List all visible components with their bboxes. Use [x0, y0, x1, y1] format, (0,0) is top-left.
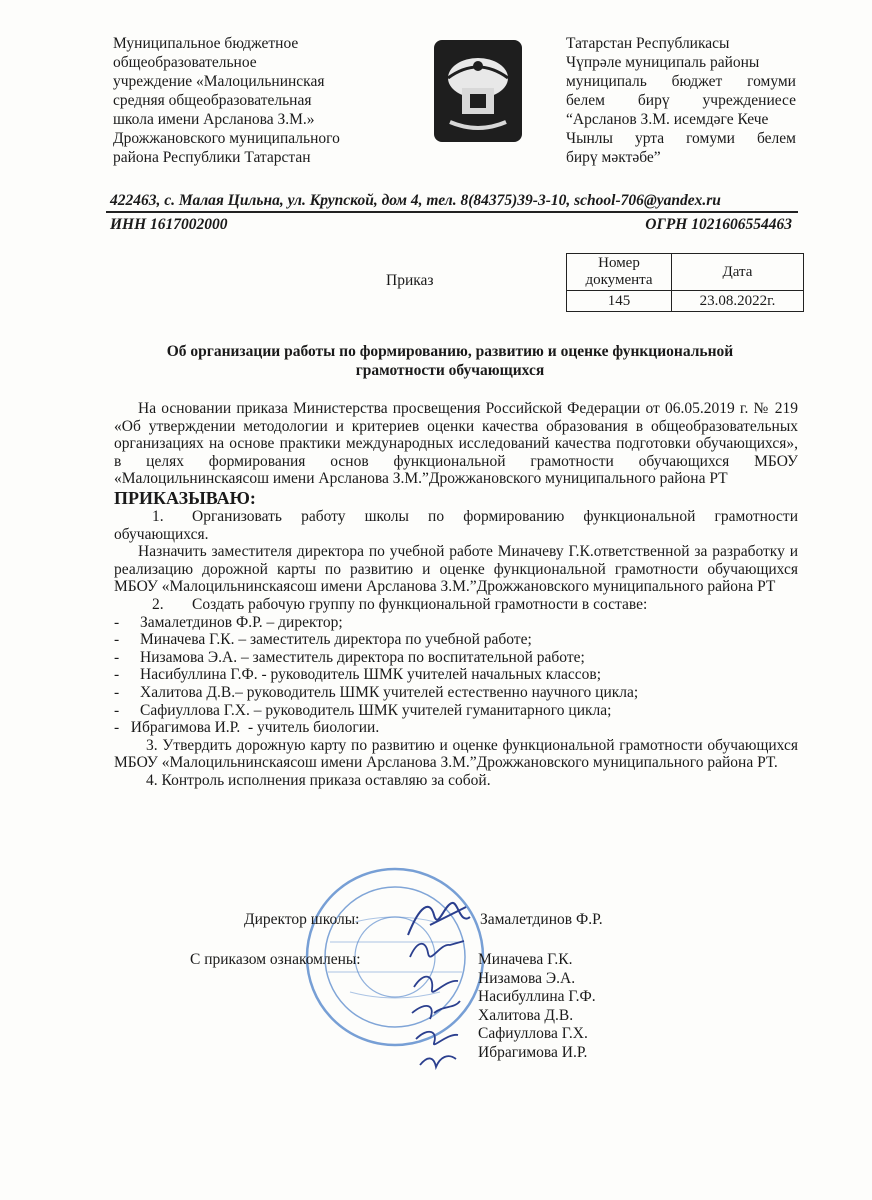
header-right-line: “Арсланов З.М. исемдәге Кече: [566, 111, 769, 128]
list-item: - Ибрагимова И.Р. - учитель биологии.: [114, 719, 380, 737]
handwritten-signatures-icon: [400, 935, 475, 1075]
acquainted-name: Ибрагимова И.Р.: [478, 1043, 588, 1061]
header-right-line: бирү мәктәбе”: [566, 149, 661, 166]
inn-number: ИНН 1617002000: [110, 216, 228, 233]
acquainted-list: [478, 951, 596, 1062]
title-line: Об организации работы по формированию, развитию и оценке функциональной: [166, 343, 734, 360]
order-title: [100, 342, 800, 380]
header-left-line: района Республики Татарстан: [113, 149, 311, 166]
header-right-line: Чынлы урта гомуми белем: [566, 130, 796, 147]
director-name: Замалетдинов Ф.Р.: [480, 911, 603, 928]
header-right-line: белем бирү учреждениесе: [566, 92, 796, 109]
order-item-2: 2. Создать рабочую группу по функциональной грамотности в составе:: [152, 595, 648, 613]
order-item-4: 4. Контроль исполнения приказа оставляю за собой.: [146, 771, 491, 789]
title-line: грамотности обучающихся: [355, 362, 545, 379]
header-cell-number: Номер документа: [567, 254, 672, 291]
order-item-3: 3. Утвердить дорожную карту по развитию и оценке функциональной грамотности обучающихся МБОУ «Малоцильнинскаясош имени Арсланова З.М.”Дрожжановского муниципального района РТ.: [114, 736, 798, 772]
acquainted-name: Насибуллина Г.Ф.: [478, 988, 596, 1005]
acquainted-name: Халитова Д.В.: [478, 1006, 574, 1024]
list-item: - Сафиуллова Г.Х. – руководитель ШМК учителей гуманитарного цикла;: [114, 701, 612, 719]
director-label: Директор школы:: [244, 911, 360, 928]
header-left-line: общеобразовательное: [113, 54, 257, 71]
header-right-line: муниципаль бюджет гомуми: [566, 73, 796, 90]
acquainted-name: Миначева Г.К.: [478, 951, 573, 968]
header-right-line: Татарстан Республикасы: [566, 35, 730, 52]
school-address: 422463, с. Малая Цильна, ул. Крупской, дом 4, тел. 8(84375)39-3-10, school-706@yandex.ru: [110, 192, 721, 209]
header-left-line: учреждение «Малоцильнинская: [113, 73, 325, 90]
header-left-line: школа имени Арсланова З.М.»: [113, 111, 315, 128]
working-group-list: [114, 614, 798, 737]
list-item: - Халитова Д.В.– руководитель ШМК учителей естественно научного цикла;: [114, 683, 639, 701]
order-command: ПРИКАЗЫВАЮ:: [114, 487, 256, 508]
header-right-line: Чүпрәле муниципаль районы: [566, 54, 760, 71]
list-item: - Миначева Г.К. – заместитель директора по учебной работе;: [114, 631, 532, 649]
header-divider: [106, 211, 798, 213]
header-left-line: средняя общеобразовательная: [113, 92, 312, 109]
acquainted-name: Низамова Э.А.: [478, 969, 576, 987]
order-body: [114, 400, 798, 789]
header-cell-date: Дата: [672, 254, 804, 291]
document-date: 23.08.2022г.: [672, 291, 804, 312]
list-item: - Насибуллина Г.Ф. - руководитель ШМК учителей начальных классов;: [114, 666, 602, 684]
document-number: 145: [567, 291, 672, 312]
document-number-table: [566, 253, 804, 312]
document-type: Приказ: [386, 272, 434, 289]
header-left-line: Дрожжановского муниципального: [113, 130, 340, 147]
school-name-tt: [566, 34, 796, 167]
header-left-line: Муниципальное бюджетное: [113, 35, 299, 52]
list-item: - Низамова Э.А. – заместитель директора по воспитательной работе;: [114, 648, 585, 666]
acquainted-label: С приказом ознакомлены:: [190, 951, 361, 968]
appointment-paragraph: Назначить заместителя директора по учебной работе Миначеву Г.К.ответственной за разработку и реализацию дорожной карты по развитию и оценке функциональной грамотности обучающихся МБОУ «Малоцильнинскаясош имени Арсланова З.М.”Дрожжановского муниципального района РТ: [114, 543, 798, 596]
school-name-ru: [113, 34, 383, 167]
order-item-1: 1. Организовать работу школы по формированию функциональной грамотности обучающихся.: [114, 507, 798, 543]
ogrn-number: ОГРН 1021606554463: [645, 216, 792, 233]
acquainted-name: Сафиуллова Г.Х.: [478, 1025, 588, 1042]
preamble-paragraph: На основании приказа Министерства просвещения Российской Федерации от 06.05.2019 г. № 219 «Об утверждении методологии и критериев оценки качества образования в общеобразовательных организациях на основе практики международных исследований качества подготовки обучающихся», в целях формирования основ функциональной грамотности обучающихся МБОУ «Малоцильнинскаясош имени Арсланова З.М.”Дрожжановского муниципального района РТ: [114, 400, 798, 488]
school-emblem-icon: [432, 38, 524, 144]
list-item: - Замалетдинов Ф.Р. – директор;: [114, 613, 343, 631]
